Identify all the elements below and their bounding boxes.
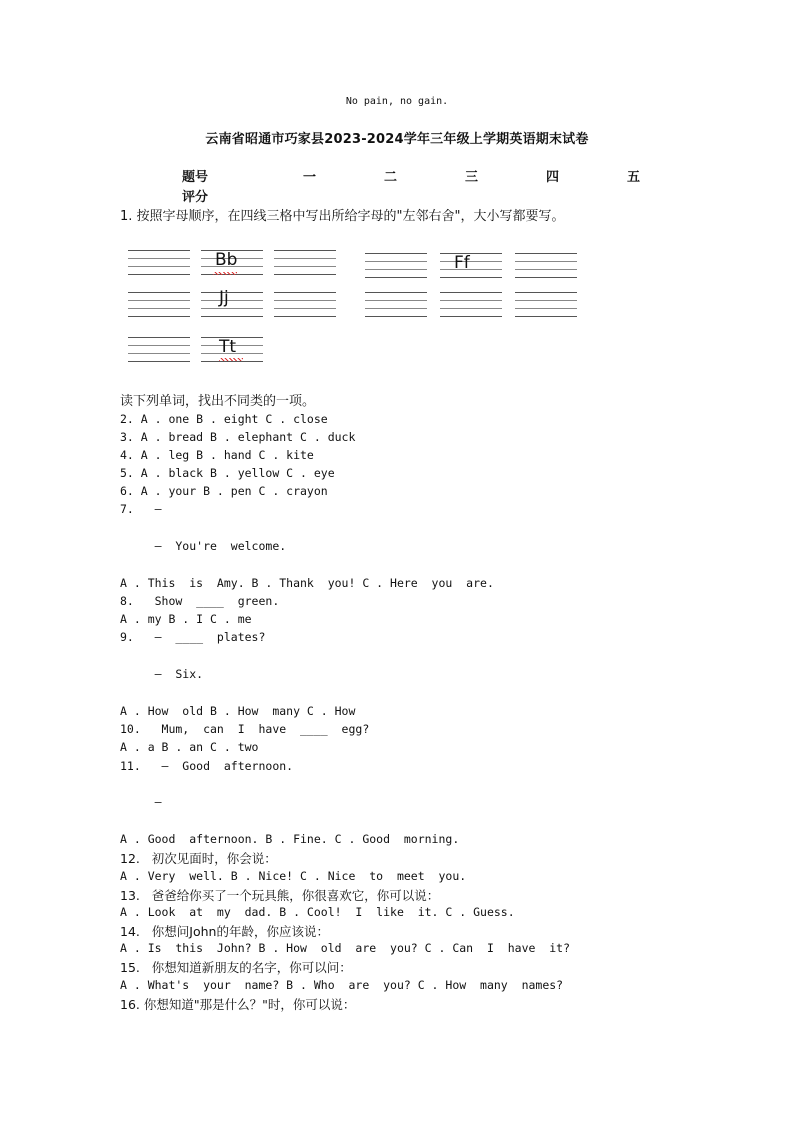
writing-grid [440,292,502,322]
page-motto: No pain, no gain. [345,96,449,107]
text-line: 3. A . bread B . elephant C . duck [120,430,356,444]
writing-grid [365,292,427,322]
given-letter: Bb [215,250,238,270]
score-label-score: 评分 [182,190,209,205]
text-line: 4. A . leg B . hand C . kite [120,448,314,462]
page-title: 云南省昭通市巧家县2023-2024学年三年级上学期英语期末试卷 [205,132,589,147]
writing-grid [128,250,190,280]
writing-grid [128,292,190,322]
text-line: A . my B . I C . me [120,612,252,626]
text-line: A . Look at my dad. B . Cool! I like it. C . Guess. [120,905,515,919]
text-line: 12. 初次见面时，你会说： [120,851,277,866]
writing-grid [515,292,577,322]
text-line: 11. — Good afternoon. [120,759,294,773]
score-col-3: 三 [465,170,479,185]
text-line: 15. 你想知道新朋友的名字，你可以问： [120,960,352,975]
text-line: A . a B . an C . two [120,740,259,754]
text-line: 7. — [120,502,162,516]
given-letter: Jj [219,288,229,308]
question-1: 1. 按照字母顺序，在四线三格中写出所给字母的"左邻右舍"，大小写都要写。 [120,209,565,224]
text-line: A . Is this John? B . How old are you? C . Can I have it? [120,941,571,955]
text-line: 10. Mum, can I have ____ egg? [120,722,370,736]
text-line: A . Good afternoon. B . Fine. C . Good morning. [120,832,460,846]
text-line: A . This is Amy. B . Thank you! C . Here you are. [120,576,494,590]
text-line: A . What's your name? B . Who are you? C . How many names? [120,978,564,992]
score-col-1: 一 [303,170,317,185]
given-letter: Tt [219,337,237,357]
text-line: 14. 你想问John的年龄，你应该说： [120,924,329,939]
text-line: — Six. [120,667,204,681]
text-line: — You're welcome. [120,539,287,553]
spell-underline [219,358,243,361]
writing-grid [274,250,336,280]
writing-grid-tt [201,337,263,367]
given-letter: Ff [454,253,470,273]
text-line: 8. Show ____ green. [120,594,280,608]
score-col-2: 二 [384,170,398,185]
text-line: A . Very well. B . Nice! C . Nice to meet you. [120,869,467,883]
spell-underline [213,272,237,275]
text-line: 9. — ____ plates? [120,630,266,644]
text-line: 2. A . one B . eight C . close [120,412,328,426]
writing-grid [274,292,336,322]
text-line: 5. A . black B . yellow C . eye [120,466,335,480]
text-line: 13. 爸爸给你买了一个玩具熊，你很喜欢它，你可以说： [120,888,440,903]
writing-grid [515,253,577,283]
section-heading: 读下列单词，找出不同类的一项。 [120,394,316,409]
text-line: A . How old B . How many C . How [120,704,356,718]
text-line: 16. 你想知道"那是什么？"时，你可以说： [120,997,356,1012]
writing-grid-jj [201,288,263,322]
text-line: 6. A . your B . pen C . crayon [120,484,328,498]
writing-grid-bb [201,250,263,280]
score-col-5: 五 [627,170,641,185]
score-label-question: 题号 [182,170,209,185]
score-col-4: 四 [546,170,560,185]
writing-grid [365,253,427,283]
text-line: — [120,795,162,809]
writing-grid [128,337,190,367]
writing-grid-ff [440,253,502,283]
